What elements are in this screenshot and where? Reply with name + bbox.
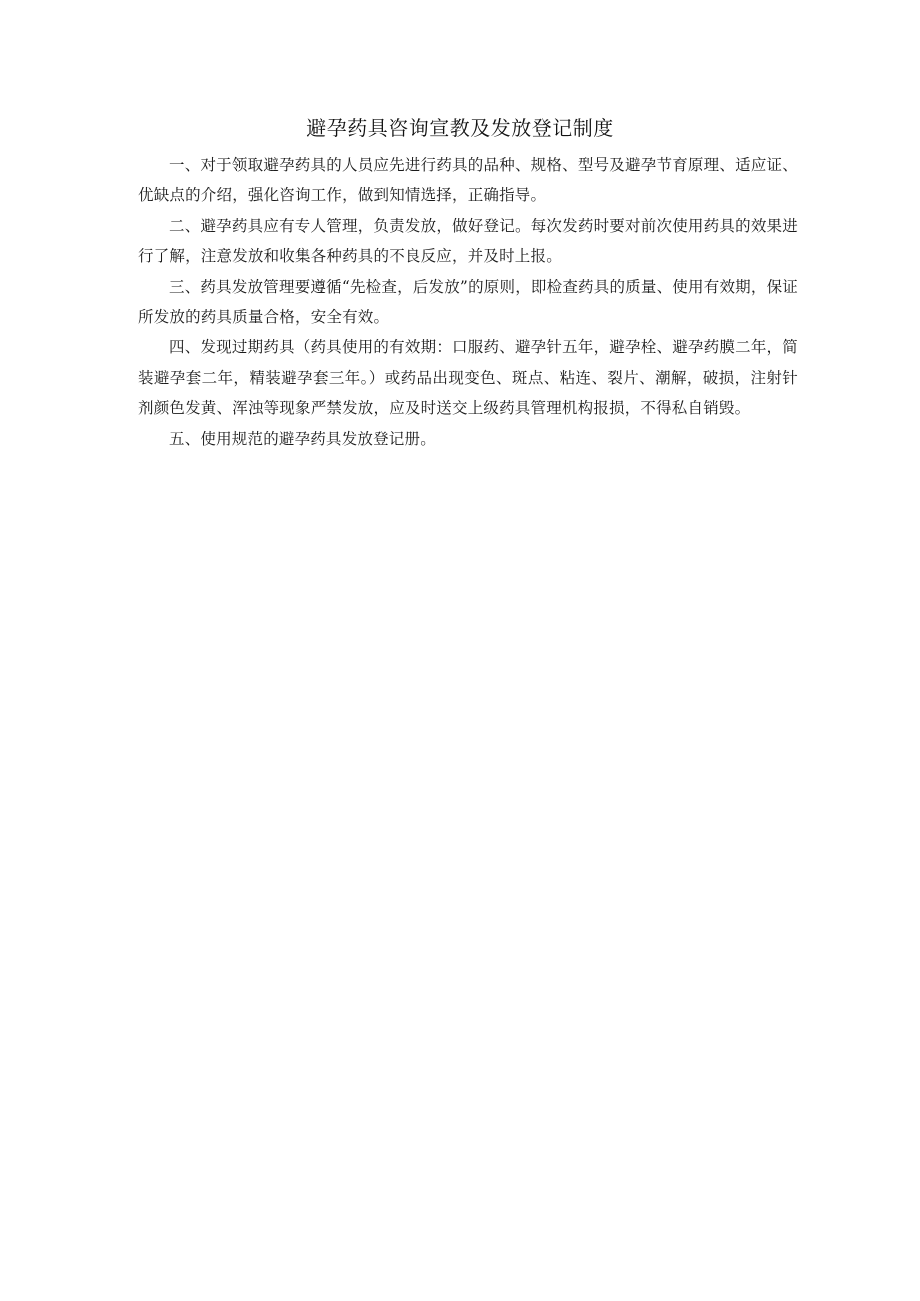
paragraph-5: 五、使用规范的避孕药具发放登记册。 (169, 429, 436, 448)
document-body (138, 150, 798, 454)
paragraph-4: 四、发现过期药具（药具使用的有效期：口服药、避孕针五年，避孕栓、避孕药膜二年，简装避孕套二年，精装避孕套三年。）或药品出现变色、斑点、粘连、裂片、潮解，破损，注射针剂颜色发黄、浑浊等现象严禁发放，应及时送交上级药具管理机构报损，不得私自销毁。 (138, 338, 798, 418)
paragraph-1: 一、对于领取避孕药具的人员应先进行药具的品种、规格、型号及避孕节育原理、适应证、优缺点的介绍，强化咨询工作，做到知情选择，正确指导。 (138, 156, 798, 205)
paragraph-3: 三、药具发放管理要遵循“先检查，后发放”的原则，即检查药具的质量、使用有效期，保证所发放的药具质量合格，安全有效。 (138, 277, 798, 327)
document-title: 避孕药具咨询宣教及发放登记制度 (306, 116, 614, 140)
paragraph-2: 二、避孕药具应有专人管理，负责发放，做好登记。每次发药时要对前次使用药具的效果进行了解，注意发放和收集各种药具的不良反应，并及时上报。 (138, 216, 798, 266)
